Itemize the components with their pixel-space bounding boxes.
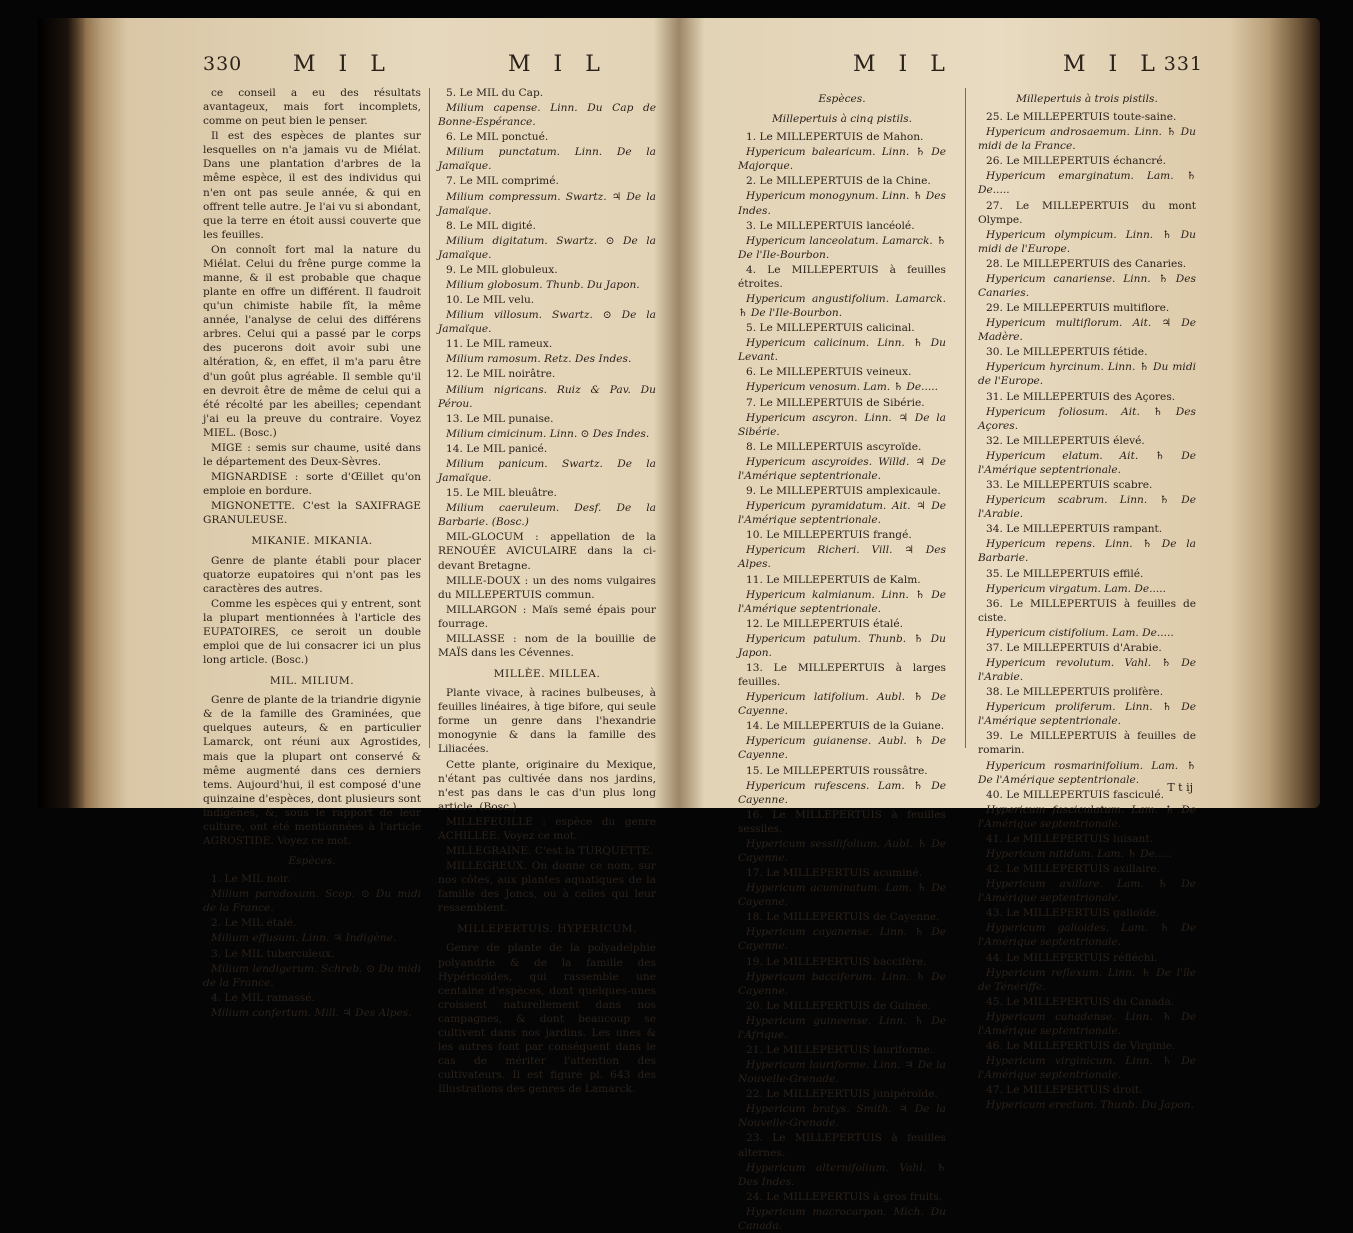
book-edge-shadow bbox=[38, 18, 86, 808]
latin-name-line: Milium caeruleum. Desf. De la Barbarie. (Bosc.) bbox=[438, 502, 656, 529]
text-paragraph: Plante vivace, à racines bulbeuses, à feuilles linéaires, à tige bifore, qui seule forme un genre dans l'hexandrie monogynie & dans la famille des Liliacées. bbox=[438, 687, 656, 756]
text-paragraph: Cette plante, originaire du Mexique, n'étant pas cultivée dans nos jardins, n'est pas dans le cas d'un plus long article. (Bosc.) bbox=[438, 758, 656, 813]
latin-name-line: Milium punctatum. Linn. De la Jamaïque. bbox=[438, 146, 656, 173]
latin-name-line: Hypericum galioides. Lam. ♄ De l'Amérique septentrionale. bbox=[978, 922, 1196, 949]
left-column-2 bbox=[438, 86, 656, 1096]
latin-name-line: Milium lendigerum. Schreb. ⊙ Du midi de la France. bbox=[203, 962, 421, 989]
latin-name-line: Hypericum guineense. Linn. ♄ De l'Afrique. bbox=[738, 1014, 946, 1041]
latin-name-line: Milium ramosum. Retz. Des Indes. bbox=[446, 353, 632, 366]
text-paragraph: 27. Le MILLEPERTUIS du mont Olympe. bbox=[978, 199, 1196, 226]
latin-name-line: Hypericum rufescens. Lam. ♄ De Cayenne. bbox=[738, 779, 946, 806]
latin-name-line: Hypericum axillare. Lam. ♄ De l'Amérique septentrionale. bbox=[978, 878, 1196, 905]
text-paragraph: 47. Le MILLEPERTUIS droit. bbox=[986, 1084, 1143, 1097]
text-paragraph: 39. Le MILLEPERTUIS à feuilles de romarin. bbox=[978, 730, 1196, 757]
text-paragraph: MIGE : semis sur chaume, usité dans le département des Deux-Sèvres. bbox=[203, 441, 421, 469]
right-page bbox=[738, 48, 1203, 1232]
text-paragraph: 7. Le MIL comprimé. bbox=[446, 175, 559, 188]
latin-name-line: Hypericum patulum. Thunb. ♄ Du Japon. bbox=[738, 632, 946, 659]
text-paragraph: 38. Le MILLEPERTUIS prolifère. bbox=[986, 686, 1164, 699]
latin-name-line: Hypericum venosum. Lam. ♄ De..... bbox=[746, 381, 938, 394]
text-paragraph: MIGNONETTE. C'est la SAXIFRAGE GRANULEUSE. bbox=[203, 500, 421, 527]
text-paragraph: 4. Le MILLEPERTUIS à feuilles étroites. bbox=[738, 263, 946, 290]
text-paragraph: On connoît fort mal la nature du Miélat. Celui du frêne purge comme la manne, & il est probable que chaque plante en offre un différent. Il faudroit qu'un chimiste habile fît, la même année, l'analyse de celui des différens arbres. Celui qui a passé par le corps des pucerons doit avoir subi une altération, &, en effet, il m'a paru être d'un goût plus agréable. Il semble qu'il en devroit être de même de celui qui a été récolté par les abeilles; cependant j'ai eu la preuve du contraire. Voyez MIEL. (Bosc.) bbox=[203, 243, 421, 439]
text-paragraph: 16. Le MILLEPERTUIS à feuilles sessiles. bbox=[738, 808, 946, 835]
text-paragraph: 19. Le MILLEPERTUIS baccifère. bbox=[746, 955, 927, 968]
latin-name-line: Hypericum scabrum. Linn. ♄ De l'Arabie. bbox=[978, 494, 1196, 521]
text-paragraph: 1. Le MIL noir. bbox=[211, 873, 291, 886]
text-paragraph: 13. Le MIL punaise. bbox=[446, 412, 554, 425]
text-paragraph: MILLEGRAINE. C'est la TURQUETTE. bbox=[446, 844, 654, 857]
text-paragraph: Il est des espèces de plantes sur lesquelles on n'a jamais vu de Miélat. Dans une plantation d'arbres de la même espèce, il est des individus qui n'en ont pas seule année, & qui en offrent telle autre. Je l'ai vu si abondant, que la terre en étoit aussi couverte que les feuilles. bbox=[203, 130, 421, 241]
text-paragraph: 3. Le MILLEPERTUIS lancéolé. bbox=[746, 219, 915, 232]
latin-name-line: Hypericum elatum. Ait. ♄ De l'Amérique septentrionale. bbox=[978, 449, 1196, 476]
latin-name-line: Hypericum virginicum. Linn. ♄ De l'Amérique septentrionale. bbox=[978, 1055, 1196, 1082]
latin-name-line: Milium globosum. Thunb. Du Japon. bbox=[446, 279, 640, 292]
latin-name-line: Hypericum revolutum. Vahl. ♄ De l'Arabie. bbox=[978, 656, 1196, 684]
latin-name-line: Hypericum bratys. Smith. ♃ De la Nouvelle-Grenade. bbox=[738, 1103, 946, 1130]
text-paragraph: 42. Le MILLEPERTUIS axillaire. bbox=[986, 863, 1161, 876]
latin-name-line: Hypericum acuminatum. Lam. ♄ De Cayenne. bbox=[738, 882, 946, 909]
right-page-number: 331 bbox=[1163, 53, 1203, 75]
text-paragraph: 6. Le MILLEPERTUIS veineux. bbox=[746, 366, 912, 379]
latin-name-line: Milium cimicinum. Linn. ⊙ Des Indes. bbox=[446, 427, 650, 440]
latin-name-line: Milium capense. Linn. Du Cap de Bonne-Espérance. bbox=[438, 102, 656, 129]
text-paragraph: 31. Le MILLEPERTUIS des Açores. bbox=[986, 390, 1176, 403]
text-paragraph: 32. Le MILLEPERTUIS élevé. bbox=[986, 434, 1145, 447]
text-paragraph: 7. Le MILLEPERTUIS de Sibérie. bbox=[746, 396, 925, 409]
text-paragraph: ce conseil a eu des résultats avantageux, mais fort incomplets, comme on peut bien le penser. bbox=[203, 87, 421, 128]
latin-name-line: Hypericum ascyroides. Willd. ♃ De l'Amérique septentrionale. bbox=[738, 455, 946, 482]
text-paragraph: 21. Le MILLEPERTUIS lauriforme. bbox=[746, 1044, 934, 1056]
latin-name-line: Hypericum emarginatum. Lam. ♄ De..... bbox=[978, 170, 1196, 197]
latin-name-line: Milium panicum. Swartz. De la Jamaïque. bbox=[438, 457, 656, 485]
text-paragraph: 30. Le MILLEPERTUIS fétide. bbox=[986, 346, 1148, 359]
latin-name-line: Milium effusum. Linn. ♃ Indigène. bbox=[211, 932, 397, 945]
text-paragraph: 15. Le MILLEPERTUIS roussâtre. bbox=[746, 764, 928, 777]
latin-name-line: Hypericum pyramidatum. Ait. ♃ De l'Amérique septentrionale. bbox=[738, 500, 946, 527]
text-paragraph: 9. Le MILLEPERTUIS amplexicaule. bbox=[746, 485, 941, 498]
text-paragraph: 26. Le MILLEPERTUIS échancré. bbox=[986, 155, 1166, 168]
latin-name-line: Hypericum hyrcinum. Linn. ♄ Du midi de l'Europe. bbox=[978, 361, 1196, 388]
text-paragraph: 12. Le MILLEPERTUIS étalé. bbox=[746, 617, 904, 630]
text-paragraph: 9. Le MIL globuleux. bbox=[446, 263, 558, 276]
latin-name-line: Hypericum olympicum. Linn. ♄ Du midi de l'Europe. bbox=[978, 228, 1196, 255]
latin-name-line: Hypericum alternifolium. Vahl. ♄ Des Indes. bbox=[738, 1161, 946, 1188]
text-paragraph: 22. Le MILLEPERTUIS junipéroïde. bbox=[746, 1088, 938, 1101]
text-paragraph: Genre de plante de la polyadelphie polyandrie & de la famille des Hypéricoïdes, qui rassemble une centaine d'espèces, dont quelques-unes croissent naturellement dans nos campagnes, & dont beaucoup se cultivent dans nos jardins. Les unes & les autres font par conséquent dans le cas de mériter l'attention des cultivateurs. Il est figuré pl. 643 des Illustrations des genres de Lamarck. bbox=[438, 942, 656, 1096]
left-running-head: M I L bbox=[293, 52, 393, 77]
latin-name-line: Hypericum fasciculatum. Lam. ♄ De l'Amérique septentrionale. bbox=[978, 803, 1196, 830]
right-page-header bbox=[738, 48, 1203, 78]
right-running-head-2: M I L bbox=[1063, 52, 1163, 77]
latin-name-line: Hypericum foliosum. Ait. ♄ Des Açores. bbox=[978, 405, 1196, 432]
text-paragraph: 41. Le MILLEPERTUIS luisant. bbox=[986, 832, 1153, 845]
text-paragraph: 37. Le MILLEPERTUIS d'Arabie. bbox=[986, 641, 1162, 654]
article-heading: MILLÈE. MILLEA. bbox=[493, 668, 601, 681]
column-rule bbox=[429, 88, 430, 748]
right-running-head: M I L bbox=[853, 52, 953, 77]
latin-name-line: Hypericum proliferum. Linn. ♄ De l'Amérique septentrionale. bbox=[978, 701, 1196, 728]
text-paragraph: 28. Le MILLEPERTUIS des Canaries. bbox=[986, 257, 1187, 270]
latin-name-line: Hypericum kalmianum. Linn. ♄ De l'Amérique septentrionale. bbox=[738, 588, 946, 615]
latin-name-line: Hypericum cistifolium. Lam. De..... bbox=[986, 626, 1174, 639]
text-paragraph: 15. Le MIL bleuâtre. bbox=[446, 487, 557, 500]
text-paragraph: 43. Le MILLEPERTUIS galioïde. bbox=[986, 907, 1160, 920]
latin-name-line: Hypericum virgatum. Lam. De..... bbox=[986, 582, 1167, 595]
section-subheading: Espèces. bbox=[288, 855, 336, 868]
latin-name-line: Hypericum Richeri. Vill. ♃ Des Alpes. bbox=[738, 544, 946, 571]
text-paragraph: 18. Le MILLEPERTUIS de Cayenne. bbox=[746, 911, 940, 924]
latin-name-line: Hypericum latifolium. Aubl. ♄ De Cayenne. bbox=[738, 691, 946, 718]
latin-name-line: Hypericum balearicum. Linn. ♄ De Majorque. bbox=[738, 146, 946, 173]
open-book bbox=[38, 18, 1320, 1232]
text-paragraph: 23. Le MILLEPERTUIS à feuilles alternes. bbox=[738, 1132, 946, 1159]
article-heading: MILLEPERTUIS. HYPERICUM. bbox=[457, 923, 637, 936]
latin-name-line: Hypericum bacciferum. Linn. ♄ De Cayenne. bbox=[738, 970, 946, 997]
latin-name-line: Hypericum erectum. Thunb. Du Japon. bbox=[986, 1099, 1194, 1112]
text-paragraph: 36. Le MILLEPERTUIS à feuilles de ciste. bbox=[978, 597, 1196, 624]
column-rule bbox=[965, 88, 966, 748]
text-paragraph: 14. Le MILLEPERTUIS de la Guiane. bbox=[746, 720, 945, 733]
text-paragraph: 10. Le MILLEPERTUIS frangé. bbox=[746, 529, 912, 542]
text-paragraph: 1. Le MILLEPERTUIS de Mahon. bbox=[746, 131, 924, 144]
text-paragraph: 14. Le MIL panicé. bbox=[446, 442, 548, 455]
latin-name-line: Hypericum reflexum. Linn. ♄ De l'île de Ténériffe. bbox=[978, 966, 1196, 993]
latin-name-line: Hypericum monogynum. Linn. ♄ Des Indes. bbox=[738, 190, 946, 217]
latin-name-line: Hypericum cayanense. Linn. ♄ De Cayenne. bbox=[738, 926, 946, 953]
latin-name-line: Hypericum angustifolium. Lamarck. ♄ De l'Ile-Bourbon. bbox=[738, 293, 946, 320]
text-paragraph: MILLE-DOUX : un des noms vulgaires du MILLEPERTUIS commun. bbox=[438, 574, 656, 601]
text-paragraph: 12. Le MIL noirâtre. bbox=[446, 368, 556, 381]
left-page bbox=[203, 48, 668, 1096]
text-paragraph: 45. Le MILLEPERTUIS du Canada. bbox=[986, 995, 1175, 1008]
text-paragraph: 6. Le MIL ponctué. bbox=[446, 131, 549, 144]
text-paragraph: Comme les espèces qui y entrent, sont la plupart mentionnées à l'article des EUPATOIRES, ce seroit un double emploi que de lui consacrer ici un plus long article. (Bosc.) bbox=[203, 597, 421, 667]
section-subheading: Millepertuis à trois pistils. bbox=[1016, 93, 1158, 105]
text-paragraph: MILLARGON : Maïs semé épais pour fourrage. bbox=[438, 603, 656, 630]
text-paragraph: Genre de plante établi pour placer quatorze eupatoires qui n'ont pas les caractères des autres. bbox=[203, 554, 421, 595]
latin-name-line: Hypericum rosmarinifolium. Lam. ♄ De l'Amérique septentrionale. bbox=[978, 759, 1196, 786]
left-page-header bbox=[203, 48, 668, 78]
text-paragraph: 25. Le MILLEPERTUIS toute-saine. bbox=[986, 111, 1177, 124]
text-paragraph: 20. Le MILLEPERTUIS de Guinée. bbox=[746, 999, 931, 1012]
text-paragraph: MIL-GLOCUM : appellation de la RENOUÉE AVICULAIRE dans la ci-devant Bretagne. bbox=[438, 531, 656, 572]
text-paragraph: 11. Le MILLEPERTUIS de Kalm. bbox=[746, 573, 921, 586]
text-paragraph: 13. Le MILLEPERTUIS à larges feuilles. bbox=[738, 661, 946, 689]
text-paragraph: 29. Le MILLEPERTUIS multiflore. bbox=[986, 302, 1170, 315]
latin-name-line: Hypericum canariense. Linn. ♄ Des Canaries. bbox=[978, 272, 1196, 300]
text-paragraph: MILLASSE : nom de la bouillie de MAÏS dans les Cévennes. bbox=[438, 632, 656, 659]
text-paragraph: Genre de plante de la triandrie digynie & de la famille des Graminées, que quelques auteurs, & en particulier Lamarck, ont réuni aux Agrostides, mais que la plupart ont conservé & même augmenté dans ces derniers tems. Aujourd'hui, il est composé d'une quinzaine d'espèces, dont plusieurs sont indigènes, &, sous le rapport de leur culture, ont été mentionnées à l'article AGROSTIDE. Voyez ce mot. bbox=[203, 694, 421, 847]
section-subheading: Millepertuis à cinq pistils. bbox=[771, 113, 913, 126]
text-paragraph: 5. Le MILLEPERTUIS calicinal. bbox=[746, 322, 915, 335]
text-paragraph: 2. Le MIL étalé. bbox=[211, 917, 297, 930]
left-running-head-2: M I L bbox=[508, 52, 608, 77]
text-paragraph: MIGNARDISE : sorte d'Œillet qu'on emploie en bordure. bbox=[203, 471, 421, 498]
latin-name-line: Hypericum sessilifolium. Aubl. ♄ De Cayenne. bbox=[738, 837, 946, 864]
latin-name-line: Milium villosum. Swartz. ⊙ De la Jamaïque. bbox=[438, 309, 656, 336]
text-paragraph: 2. Le MILLEPERTUIS de la Chine. bbox=[746, 175, 931, 188]
text-paragraph: 17. Le MILLEPERTUIS acuminé. bbox=[746, 867, 923, 880]
latin-name-line: Milium confertum. Mill. ♃ Des Alpes. bbox=[211, 1006, 412, 1019]
text-paragraph: MILLEFEUILLE : espèce du genre ACHILLÉE. Voyez ce mot. bbox=[438, 815, 656, 842]
text-paragraph: MILLEGREUX. On donne ce nom, sur nos côtes, aux plantes aquatiques de la famille des Joncs, ou à celles qui leur ressemblent. bbox=[438, 860, 656, 915]
text-paragraph: 5. Le MIL du Cap. bbox=[446, 87, 544, 99]
latin-name-line: Hypericum calicinum. Linn. ♄ Du Levant. bbox=[738, 337, 946, 364]
text-paragraph: 33. Le MILLEPERTUIS scabre. bbox=[986, 479, 1153, 492]
latin-name-line: Hypericum ascyron. Linn. ♃ De la Sibérie. bbox=[738, 411, 946, 438]
signature-mark: T t ij bbox=[1167, 781, 1193, 795]
latin-name-line: Hypericum multiflorum. Ait. ♃ De Madère. bbox=[978, 317, 1196, 344]
latin-name-line: Hypericum lauriforme. Linn. ♃ De la Nouvelle-Grenade. bbox=[738, 1059, 946, 1086]
text-paragraph: 3. Le MIL tuberculeux. bbox=[211, 947, 335, 960]
article-heading: MIL. MILIUM. bbox=[269, 675, 355, 688]
text-paragraph: 24. Le MILLEPERTUIS à gros fruits. bbox=[746, 1190, 943, 1203]
text-paragraph: 34. Le MILLEPERTUIS rampant. bbox=[986, 523, 1163, 536]
text-paragraph: 4. Le MIL ramassé. bbox=[211, 991, 315, 1004]
right-column-1 bbox=[738, 86, 946, 1232]
text-paragraph: 8. Le MIL digité. bbox=[446, 219, 536, 232]
text-paragraph: 10. Le MIL velu. bbox=[446, 294, 535, 307]
latin-name-line: Hypericum lanceolatum. Lamarck. ♄ De l'Ile-Bourbon. bbox=[738, 234, 946, 261]
latin-name-line: Milium paradoxum. Scop. ⊙ Du midi de la France. bbox=[203, 888, 421, 915]
article-heading: MIKANIE. MIKANIA. bbox=[251, 535, 373, 548]
latin-name-line: Milium digitatum. Swartz. ⊙ De la Jamaïque. bbox=[438, 234, 656, 261]
section-subheading: Espèces. bbox=[818, 93, 866, 105]
latin-name-line: Hypericum canadense. Linn. ♄ De l'Amérique septentrionale. bbox=[978, 1010, 1196, 1037]
latin-name-line: Milium nigricans. Ruiz & Pav. Du Pérou. bbox=[438, 383, 656, 410]
latin-name-line: Milium compressum. Swartz. ♃ De la Jamaïque. bbox=[438, 190, 656, 217]
latin-name-line: Hypericum repens. Linn. ♄ De la Barbarie. bbox=[978, 538, 1196, 565]
text-paragraph: 46. Le MILLEPERTUIS de Virginie. bbox=[986, 1040, 1176, 1052]
latin-name-line: Hypericum nitidum. Lam. ♄ De..... bbox=[986, 847, 1172, 860]
latin-name-line: Hypericum guianense. Aubl. ♄ De Cayenne. bbox=[738, 735, 946, 762]
right-column-2 bbox=[978, 86, 1196, 1112]
text-paragraph: 44. Le MILLEPERTUIS réfléchi. bbox=[986, 951, 1158, 964]
left-column-1 bbox=[203, 86, 421, 1019]
left-page-number: 330 bbox=[203, 53, 243, 75]
text-paragraph: 35. Le MILLEPERTUIS effilé. bbox=[986, 567, 1144, 580]
latin-name-line: Hypericum macrocarpon. Mich. Du Canada. bbox=[738, 1205, 946, 1232]
text-paragraph: 11. Le MIL rameux. bbox=[446, 338, 553, 351]
text-paragraph: 40. Le MILLEPERTUIS fasciculé. bbox=[986, 788, 1164, 801]
latin-name-line: Hypericum androsaemum. Linn. ♄ Du midi de la France. bbox=[978, 126, 1196, 153]
text-paragraph: 8. Le MILLEPERTUIS ascyroïde. bbox=[746, 440, 922, 453]
